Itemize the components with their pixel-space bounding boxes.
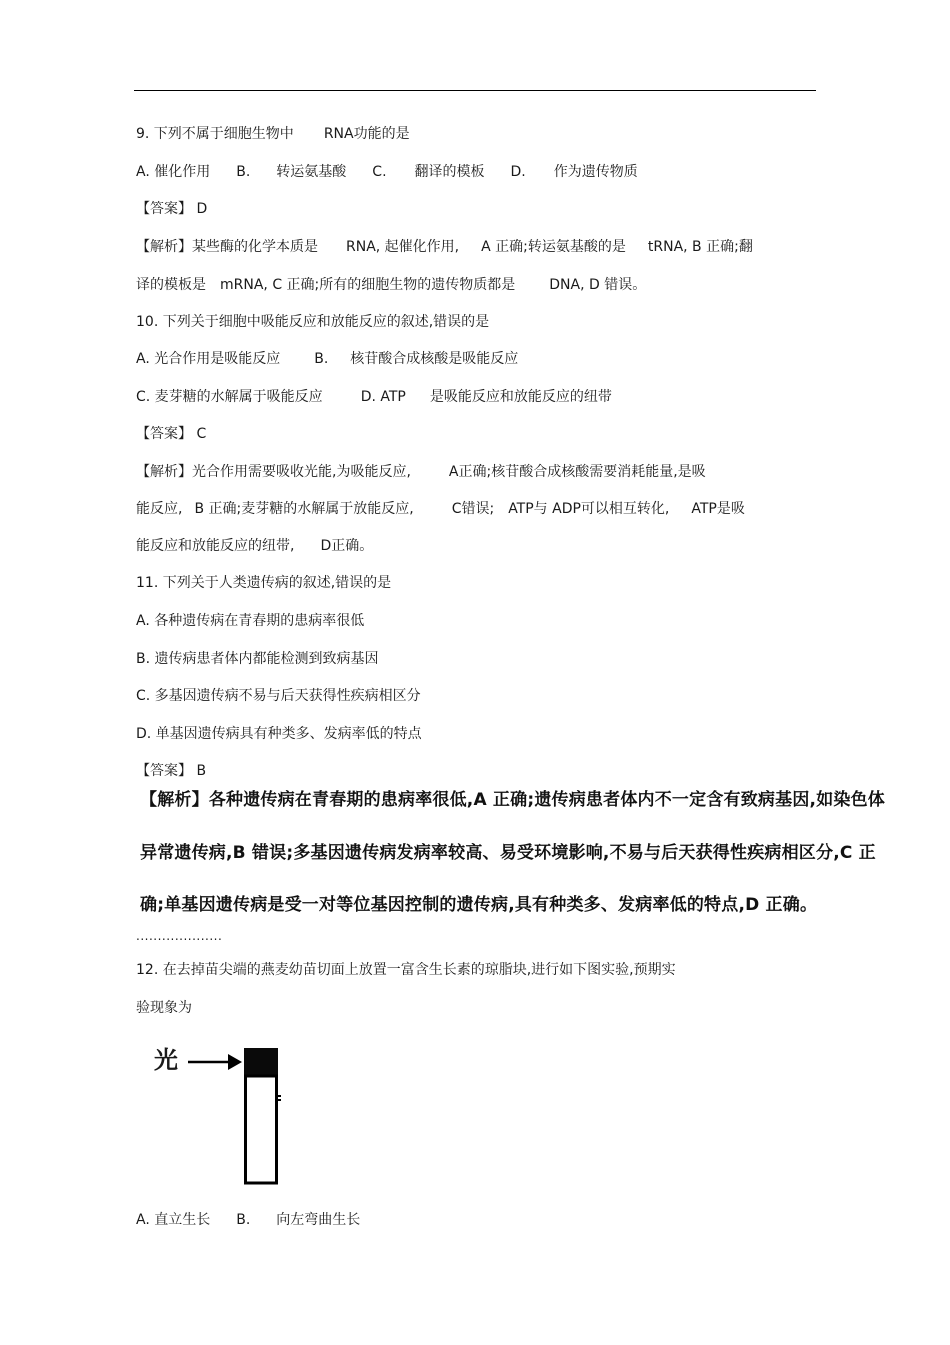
q9-answer: 【答案】 D — [136, 201, 208, 217]
seedling-stem — [246, 1076, 277, 1183]
q12-stem-line1: 12. 在去掉苗尖端的燕麦幼苗切面上放置一富含生长素的琼脂块,进行如下图实验,预期实 — [136, 962, 676, 978]
q11-option-c: C. 多基因遗传病不易与后天获得性疾病相区分 — [136, 688, 421, 704]
q9-options: A. 催化作用 B. 转运氨基酸 C. 翻译的模板 D. 作为遗传物质 — [136, 164, 638, 180]
q10-options-2: C. 麦芽糖的水解属于吸能反应 D. ATP 是吸能反应和放能反应的纽带 — [136, 389, 612, 405]
q10-analysis-line3: 能反应和放能反应的纽带, D正确。 — [136, 538, 374, 554]
q9-analysis-line2: 译的模板是 mRNA, C 正确;所有的细胞生物的遗传物质都是 DNA, D 错误。 — [136, 277, 647, 293]
q11-stem: 11. 下列关于人类遗传病的叙述,错误的是 — [136, 575, 392, 591]
q9-analysis-line1: 【解析】某些酶的化学本质是 RNA, 起催化作用, A 正确;转运氨基酸的是 tRNA, B 正确;翻 — [136, 239, 753, 255]
q9-stem: 9. 下列不属于细胞生物中 RNA功能的是 — [136, 126, 410, 142]
header-rule — [134, 90, 816, 91]
q11-option-b: B. 遗传病患者体内都能检测到致病基因 — [136, 651, 379, 667]
q11-option-a: A. 各种遗传病在青春期的患病率很低 — [136, 613, 365, 629]
q11-analysis-line1: 【解析】各种遗传病在青春期的患病率很低,A 正确;遗传病患者体内不一定含有致病基因,如染色体 — [140, 790, 885, 810]
q11-analysis-line2: 异常遗传病,B 错误;多基因遗传病发病率较高、易受环境影响,不易与后天获得性疾病相区分,C 正 — [140, 843, 876, 863]
q10-answer: 【答案】 C — [136, 426, 207, 442]
q10-analysis-line1: 【解析】光合作用需要吸收光能,为吸能反应, A正确;核苷酸合成核酸需要消耗能量,是吸 — [136, 464, 706, 480]
experiment-figure — [150, 1040, 290, 1190]
q12-stem-line2: 验现象为 — [136, 1000, 192, 1016]
q10-options-1: A. 光合作用是吸能反应 B. 核苷酸合成核酸是吸能反应 — [136, 351, 519, 367]
q11-option-d: D. 单基因遗传病具有种类多、发病率低的特点 — [136, 726, 422, 742]
light-label: 光 — [154, 1046, 178, 1074]
q11-answer: 【答案】 B — [136, 763, 207, 779]
light-arrow-icon — [188, 1054, 242, 1070]
q12-options: A. 直立生长 B. 向左弯曲生长 — [136, 1212, 361, 1228]
q11-analysis-line3: 确;单基因遗传病是受一对等位基因控制的遗传病,具有种类多、发病率低的特点,D 正确。 — [140, 895, 818, 915]
q10-analysis-line2: 能反应, B 正确;麦芽糖的水解属于放能反应, C错误; ATP与 ADP可以相互转化, ATP是吸 — [136, 501, 745, 517]
agar-block — [244, 1048, 278, 1076]
seedling-diagram — [150, 1040, 290, 1190]
separator-dots: .................... — [136, 929, 223, 943]
q10-stem: 10. 下列关于细胞中吸能反应和放能反应的叙述,错误的是 — [136, 314, 490, 330]
